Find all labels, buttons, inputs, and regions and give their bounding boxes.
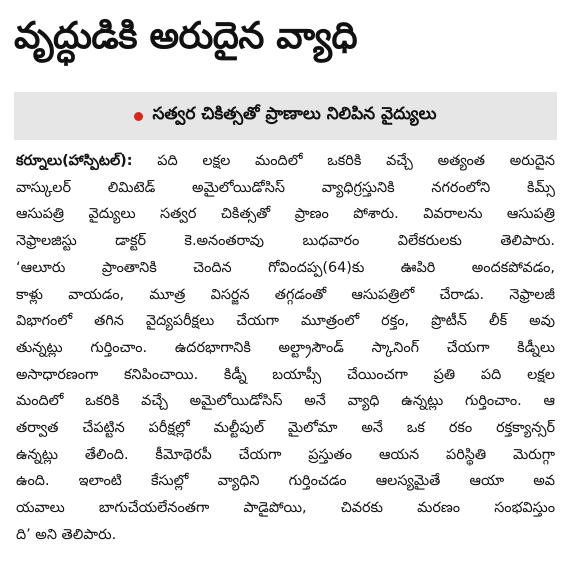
red-bullet-icon — [134, 112, 143, 121]
article-line: ఆసుపత్రి వైద్యులు సత్వర చికిత్సతో ప్రాణం పోశారు. వివరాలను ఆసుపత్రి — [16, 206, 555, 223]
article-line: ఉంది. ఇలాంటి కేసుల్లో వ్యాధిని గుర్తించడం ఆలస్యమైతే ఆయా అవ — [16, 473, 555, 490]
dateline: కర్నూలు(హాస్పిటల్): — [16, 153, 133, 169]
article-line: యవాలు బాగుచేయలేనంతగా పాడైపోయి, చివరకు మరణం సంభవిస్తుం — [16, 500, 555, 517]
article-line: తర్వాత చేపట్టిన పరీక్షల్లో మల్టీపుల్ మైలోమా అనే ఒక రకం రక్తక్యాన్సర్ — [16, 420, 555, 437]
article-body — [16, 148, 555, 549]
article-line: మందిలో ఒకరికి వచ్చే అమైలోయిడోసిస్ అనే వ్యాధి ఉన్నట్లు గుర్తించాం. ఆ — [16, 393, 555, 410]
article-line: విభాగంలో తగిన వైద్యపరీక్షలు చేయగా మూత్రంలో రక్తం, ప్రొటీన్ లీక్ అవు — [16, 313, 555, 330]
article-line: కాళ్లు వాయడం, మూత్ర విసర్జన తగ్గడంతో ఆసుపత్రిలో చేరాడు. నెఫ్రాలజీ — [16, 286, 555, 303]
headline: వృద్ధుడికి అరుదైన వ్యాధి — [14, 14, 358, 57]
subheadline: సత్వర చికిత్సతో ప్రాణాలు నిలిపిన వైద్యులు — [152, 104, 437, 124]
article-line: ఉన్నట్లు తేలింది. కీమోథెరపీ చేయగా ప్రస్తుతం ఆయన పరిస్థితి మెరుగ్గా — [16, 446, 555, 463]
article-line: ‘ఆలూరు ప్రాంతానికి చెందిన గోవిందప్ప(64)కు ఊపిరి అందకపోవడం, — [16, 259, 555, 276]
subheadline-banner — [14, 92, 557, 140]
article-line: వాస్కులర్ లిమిటెడ్ అమైలోయిడోసిస్ వ్యాధిగ్రస్తునికి నగరంలోని కిమ్స్ — [16, 179, 555, 196]
article-line — [16, 148, 555, 175]
article-line: తున్నట్లు గుర్తించాం. ఉదరభాగానికి అల్ట్రాసౌండ్ స్కానింగ్ చేయగా కిడ్నీలు — [16, 339, 555, 356]
article-line: నెఫ్రాలజిస్టు డాక్టర్ కె.అనంతరావు బుధవారం విలేకరులకు తెలిపారు. — [16, 233, 555, 250]
article-line: అసాధారణంగా కనిపించాయి. కిడ్నీ బయాప్సీ చేయించగా ప్రతి పది లక్షల — [16, 366, 555, 383]
article-line-text: పది లక్షల మందిలో ఒకరికి వచ్చే అత్యంత అరుదైన — [132, 153, 555, 169]
article-line: ది’ అని తెలిపారు. — [16, 526, 117, 543]
